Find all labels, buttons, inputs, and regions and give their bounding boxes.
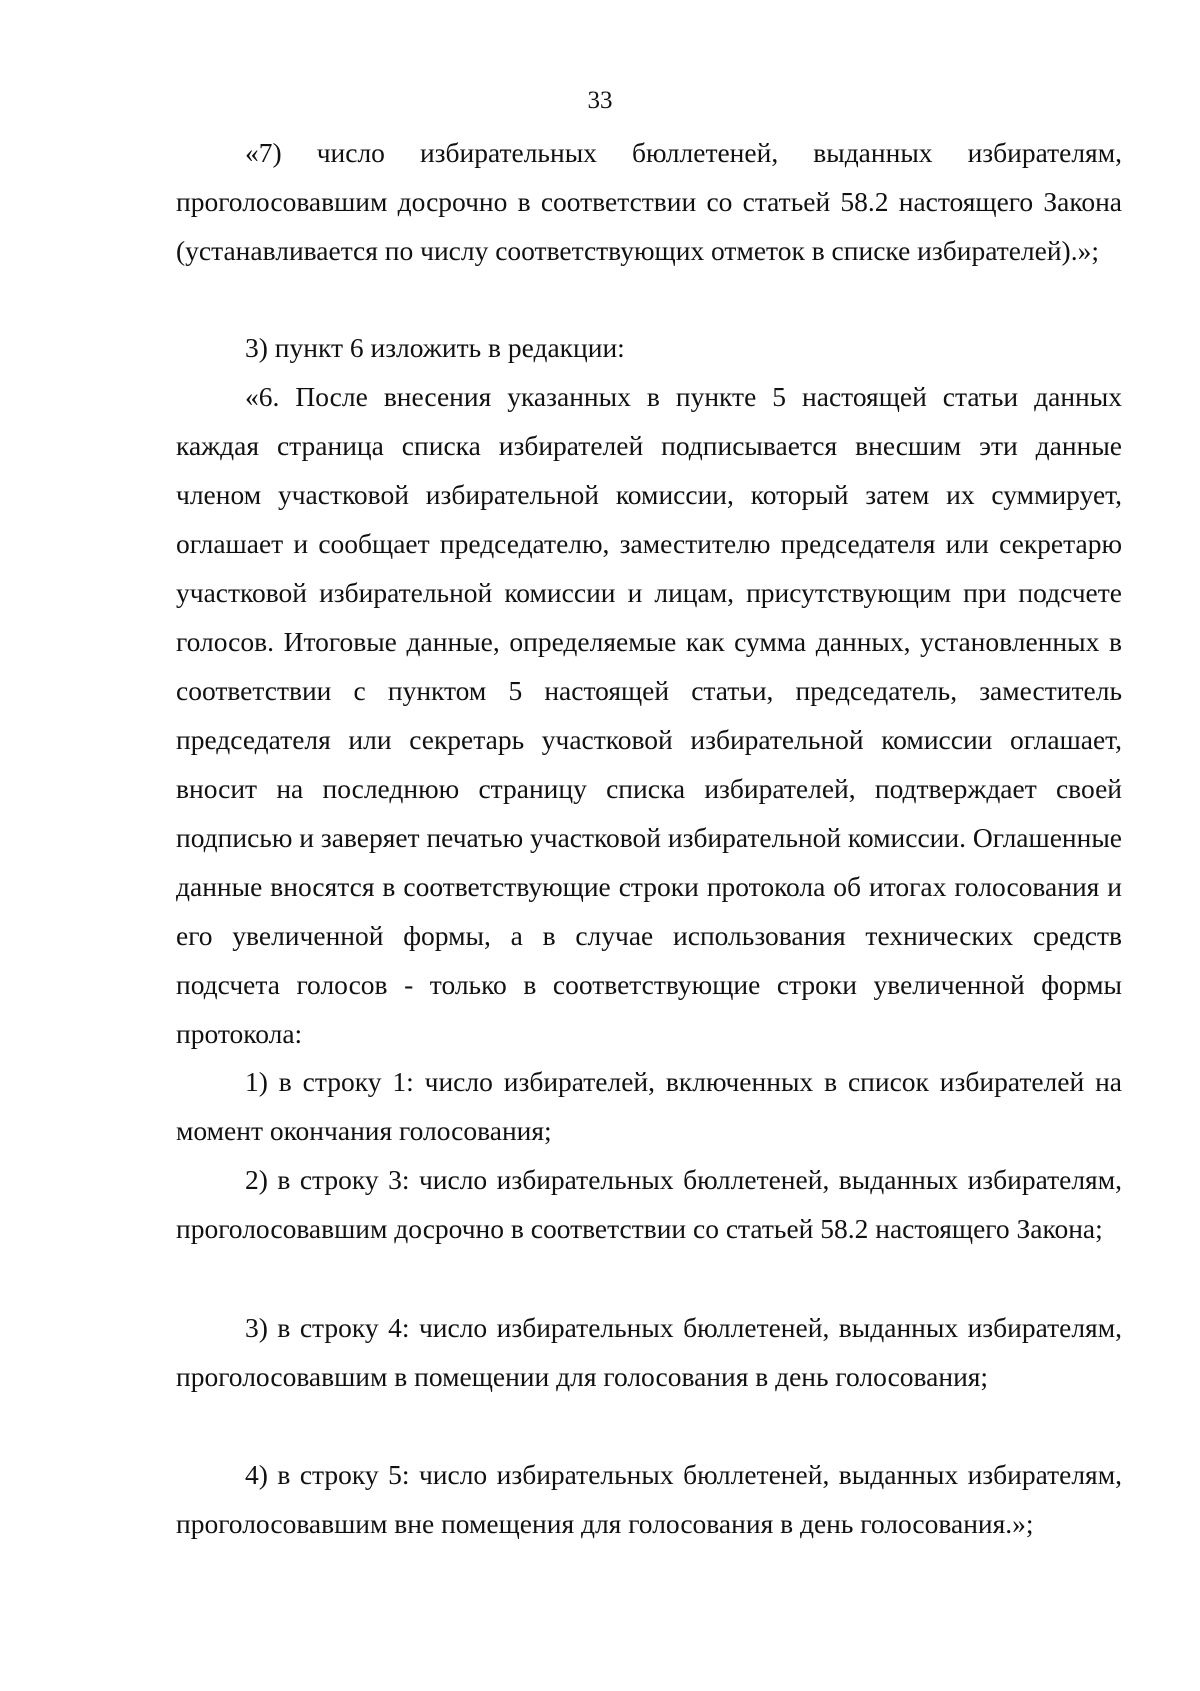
paragraph-amendment-point-3: 3) пункт 6 изложить в редакции:	[245, 332, 625, 363]
paragraph-item-7: «7) число избирательных бюллетеней, выданных избирателям, проголосовавшим досрочно в соответствии со статьей 58.2 настоящего Закона (устанавливается по числу соответствующих отметок в списке избирателей).»;	[176, 137, 1122, 266]
page-number: 33	[587, 87, 613, 114]
list-item-line-1: 1) в строку 1: число избирателей, включенных в список избирателей на момент окончания голосования;	[176, 1066, 1122, 1146]
paragraph-point-6: «6. После внесения указанных в пункте 5 настоящей статьи данных каждая страница списка избирателей подписывается внесшим эти данные членом участковой избирательной комиссии, который затем их суммирует, оглашает и сообщает председателю, заместителю председателя или секретарю участковой избирательной комиссии и лицам, присутствующим при подсчете голосов. Итоговые данные, определяемые как сумма данных, установленных в соответствии с пунктом 5 настоящей статьи, председатель, заместитель председателя или секретарь участковой избирательной комиссии оглашает, вносит на последнюю страницу списка избирателей, подтверждает своей подписью и заверяет печатью участковой избирательной комиссии. Оглашенные данные вносятся в соответствующие строки протокола об итогах голосования и его увеличенной формы, а в случае использования технических средств подсчета голосов - только в соответствующие строки увеличенной формы протокола:	[176, 381, 1123, 1049]
list-item-line-3: 2) в строку 3: число избирательных бюллетеней, выданных избирателям, проголосовавшим досрочно в соответствии со статьей 58.2 настоящего Закона;	[176, 1164, 1122, 1244]
list-item-line-5: 4) в строку 5: число избирательных бюллетеней, выданных избирателям, проголосовавшим вне помещения для голосования в день голосования.»;	[176, 1459, 1122, 1539]
list-item-line-4: 3) в строку 4: число избирательных бюллетеней, выданных избирателям, проголосовавшим в помещении для голосования в день голосования;	[176, 1312, 1122, 1392]
